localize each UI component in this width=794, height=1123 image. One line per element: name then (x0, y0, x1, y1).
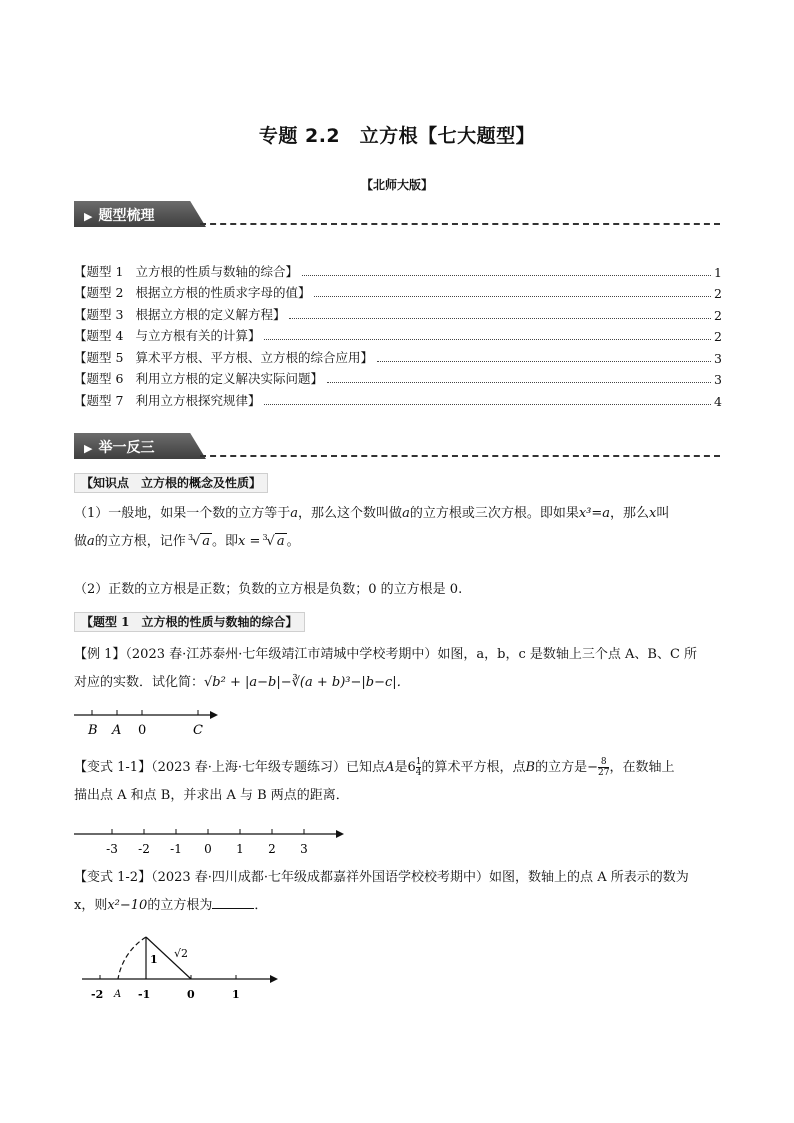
knowledge-paragraph-2: （2）正数的立方根是正数；负数的立方根是负数；0 的立方根是 0. (74, 582, 463, 597)
example-1-number-line (74, 704, 220, 740)
toc-row[interactable]: 【题型 3 根据立方根的定义解方程】 2 (74, 306, 722, 323)
toc-page: 2 (714, 286, 722, 301)
toc-row[interactable]: 【题型 4 与立方根有关的计算】 2 (74, 328, 722, 344)
table-of-contents (74, 258, 722, 409)
tick-label: -1 (138, 988, 151, 1001)
hypotenuse-label: √2 (174, 947, 189, 960)
answer-blank[interactable] (212, 895, 254, 909)
tick-label: 1 (232, 988, 240, 1001)
type1-heading: 【题型 1 立方根的性质与数轴的综合】 (74, 612, 305, 632)
section-divider (200, 223, 720, 225)
knowledge-paragraph-1: （1）一般地，如果一个数的立方等于a，那么这个数叫做a的立方根或三次方根。即如果x³=a，那么x叫 做a的立方根，记作 3 √ a 。即x = 3 √ a 。 (74, 500, 722, 556)
tick-label: 3 (300, 842, 308, 856)
toc-page: 2 (714, 307, 722, 323)
tick-label: -2 (138, 842, 150, 856)
toc-row[interactable]: 【题型 2 根据立方根的性质求字母的值】 2 (74, 285, 722, 301)
tick-label: -2 (91, 988, 104, 1001)
side-label: 1 (150, 953, 158, 966)
toc-page: 3 (714, 350, 722, 366)
cube-root-symbol: 3 √ a (262, 533, 285, 549)
variant-1-2: 【变式 1-2】（2023 春·四川成都·七年级成都嘉祥外国语学校校考期中）如图，数轴上的点 A 所表示的数为 x，则x²−10的立方根为 ． (74, 870, 689, 913)
origin-label: 0 (138, 723, 147, 738)
tick-label: 1 (236, 842, 244, 856)
toc-page: 2 (714, 329, 722, 344)
knowledge-heading: 【知识点 立方根的概念及性质】 (74, 473, 268, 493)
toc-row[interactable]: 【题型 5 算术平方根、平方根、立方根的综合应用】 3 (74, 349, 722, 366)
tick-label: -1 (170, 842, 182, 856)
tick-label: -3 (106, 842, 118, 856)
page-title: 专题 2.2 立方根【七大题型】 (258, 125, 536, 147)
section-divider (200, 455, 720, 457)
point-c-label: C (193, 723, 203, 738)
toc-row[interactable]: 【题型 6 利用立方根的定义解决实际问题】 3 (74, 371, 722, 387)
tick-label: 0 (204, 842, 212, 856)
toc-page: 3 (714, 372, 722, 387)
variant-1-1-number-line (74, 823, 346, 859)
section-title: 举一反三 (98, 440, 155, 456)
toc-page: 1 (714, 264, 722, 280)
section-header-examples (74, 433, 720, 459)
edition-label: 【北师大版】 (360, 178, 433, 192)
variant-1-1: 【变式 1-1】（2023 春·上海·七年级专题练习）已知点A是6 $\frac{1}{4}$ 的算术平方根，点B的立方是− $\frac{8}{27}$ ，在数轴上 描出点 A 和点 B，并求出 A 与 B 两点的距离． (74, 757, 675, 803)
example-1: 【例 1】（2023 春·江苏泰州·七年级靖江市靖城中学校考期中）如图，a，b，c 是数轴上三个点 A、B、C 所 对应的实数．试化简：√b² + |a−b|−∛(a + b)³−|b−c|． (74, 647, 698, 690)
point-a-label: A (114, 989, 122, 1000)
section-title: 题型梳理 (98, 208, 155, 224)
play-icon: ▶ (84, 210, 93, 223)
point-a-label: A (112, 723, 122, 738)
point-b-label: B (88, 723, 98, 738)
toc-row[interactable]: 【题型 7 利用立方根探究规律】 4 (74, 392, 722, 409)
toc-page: 4 (714, 393, 722, 409)
tick-label: 0 (187, 988, 195, 1001)
cube-root-symbol: 3 √ a (187, 533, 210, 549)
section-header-overview (74, 201, 720, 227)
fraction: $\frac{1}{4}$ (415, 757, 422, 778)
variant-1-2-figure (74, 935, 284, 1005)
toc-row[interactable]: 【题型 1 立方根的性质与数轴的综合】 1 (74, 263, 722, 280)
play-icon: ▶ (84, 442, 93, 455)
tick-label: 2 (268, 842, 276, 856)
fraction: $\frac{8}{27}$ (597, 757, 610, 778)
